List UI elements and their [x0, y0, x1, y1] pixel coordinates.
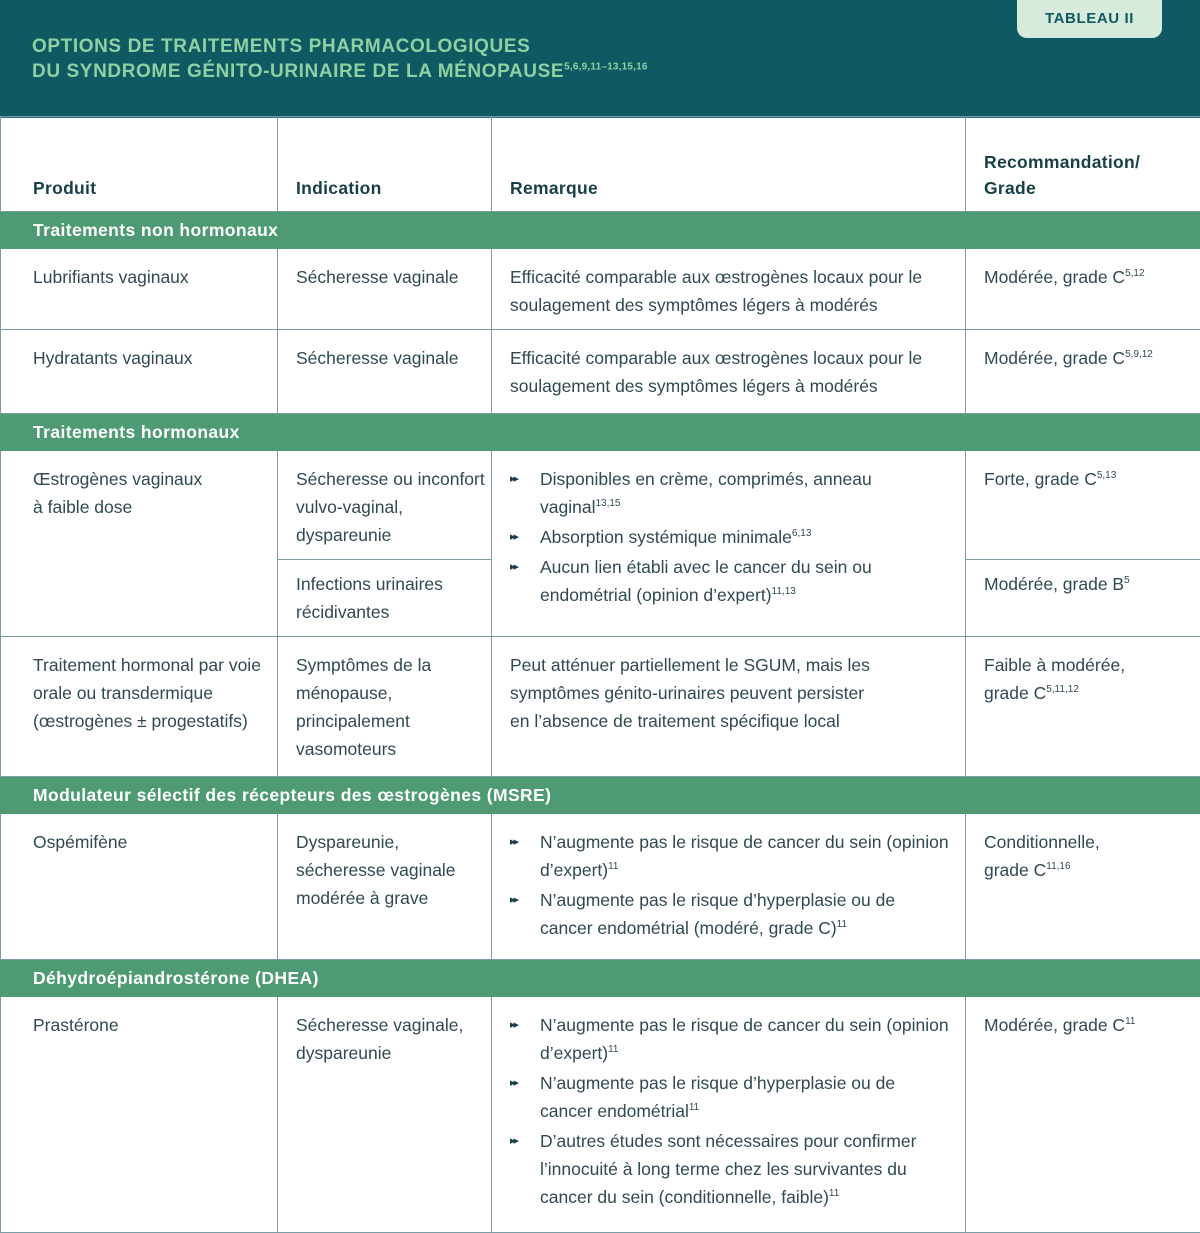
list-item	[510, 1127, 951, 1211]
bullet-refs: 11	[837, 919, 847, 930]
remarque-list	[510, 465, 951, 609]
section-title-msre: Modulateur sélectif des récepteurs des œstrogènes (MSRE)	[1, 777, 1200, 814]
bullet-text: Absorption systémique minimale	[540, 527, 792, 547]
cell-produit: Prastérone	[1, 997, 278, 1233]
grade-refs: 11	[1125, 1016, 1135, 1027]
list-item	[510, 523, 951, 551]
table-row-oestrogenes-a	[1, 451, 1200, 560]
table-row-hydratants	[1, 330, 1200, 414]
cell-grade	[966, 330, 1200, 414]
bullet-text: N’augmente pas le risque d’hyperplasie ou de cancer endométrial (modéré, grade C)	[540, 890, 895, 938]
cell-produit: Traitement hormonal par voie orale ou transdermique (œstrogènes ± progestatifs)	[1, 637, 278, 777]
grade-text: Modérée, grade C	[984, 267, 1125, 287]
table-tag: TABLEAU II	[1017, 0, 1162, 38]
cell-remarque: Efficacité comparable aux œstrogènes locaux pour le soulagement des symptômes légers à modérés	[492, 249, 966, 330]
cell-grade	[966, 451, 1200, 560]
cell-remarque: Peut atténuer partiellement le SGUM, mais les symptômes génito-urinaires peuvent persister en l’absence de traitement spécifique local	[492, 637, 966, 777]
title-line-2	[32, 59, 648, 84]
cell-produit: Ospémifène	[1, 814, 278, 960]
grade-text: Conditionnelle, grade C	[984, 832, 1100, 880]
title-line-2-text: DU SYNDROME GÉNITO-URINAIRE DE LA MÉNOPAUSE	[32, 61, 564, 82]
bullet-text: N’augmente pas le risque de cancer du sein (opinion d’expert)	[540, 1015, 949, 1063]
grade-refs: 5	[1124, 575, 1130, 586]
cell-grade	[966, 560, 1200, 637]
bullet-text: N’augmente pas le risque d’hyperplasie ou de cancer endométrial	[540, 1073, 895, 1121]
cell-produit: Lubrifiants vaginaux	[1, 249, 278, 330]
col-header-remarque: Remarque	[492, 117, 966, 212]
section-row-msre	[1, 777, 1200, 814]
cell-grade	[966, 997, 1200, 1233]
grade-text: Forte, grade C	[984, 469, 1097, 489]
cell-remarque	[492, 814, 966, 960]
bullet-refs: 11,13	[772, 586, 796, 597]
column-header-row	[1, 117, 1200, 212]
list-item	[510, 465, 951, 521]
section-row-non-hormonaux	[1, 212, 1200, 249]
produit-line-1: Œstrogènes vaginaux	[33, 469, 202, 489]
col-header-produit: Produit	[1, 117, 278, 212]
cell-remarque	[492, 997, 966, 1233]
bullet-refs: 11	[608, 1044, 618, 1055]
bullet-refs: 6,13	[792, 528, 811, 539]
bullet-refs: 11	[689, 1102, 699, 1113]
cell-indication: Sécheresse vaginale, dyspareunie	[278, 997, 492, 1233]
col-header-recommandation	[966, 117, 1200, 212]
section-row-hormonaux	[1, 414, 1200, 451]
grade-refs: 5,12	[1125, 268, 1144, 279]
produit-line-2: à faible dose	[33, 497, 132, 517]
grade-refs: 11,16	[1046, 861, 1070, 872]
cell-indication: Sécheresse vaginale	[278, 330, 492, 414]
bullet-text: Aucun lien établi avec le cancer du sein ou endométrial (opinion d’expert)	[540, 557, 872, 605]
grade-text: Faible à modérée, grade C	[984, 655, 1125, 703]
cell-grade	[966, 249, 1200, 330]
table-row-traitement-hormonal	[1, 637, 1200, 777]
bullet-text: Disponibles en crème, comprimés, anneau vaginal	[540, 469, 872, 517]
bullet-refs: 11	[829, 1188, 839, 1199]
cell-produit: Hydratants vaginaux	[1, 330, 278, 414]
remarque-list	[510, 1011, 951, 1211]
treatment-table	[0, 116, 1200, 1233]
table-row-ospemifene	[1, 814, 1200, 960]
cell-remarque	[492, 451, 966, 637]
bullet-text: N’augmente pas le risque de cancer du sein (opinion d’expert)	[540, 832, 949, 880]
cell-remarque: Efficacité comparable aux œstrogènes locaux pour le soulagement des symptômes légers à modérés	[492, 330, 966, 414]
list-item	[510, 886, 951, 942]
section-title-non-hormonaux: Traitements non hormonaux	[1, 212, 1200, 249]
bullet-refs: 13,15	[595, 498, 620, 509]
bullet-refs: 11	[608, 861, 618, 872]
col-header-indication: Indication	[278, 117, 492, 212]
remarque-list	[510, 828, 951, 942]
section-title-dhea: Déhydroépiandrostérone (DHEA)	[1, 960, 1200, 997]
grade-refs: 5,13	[1097, 470, 1116, 481]
bullet-text: D’autres études sont nécessaires pour confirmer l’innocuité à long terme chez les survivantes du cancer du sein (conditionnelle, faible)	[540, 1131, 916, 1207]
table-title	[32, 34, 648, 84]
cell-indication: Sécheresse vaginale	[278, 249, 492, 330]
grade-text: Modérée, grade C	[984, 1015, 1125, 1035]
grade-refs: 5,11,12	[1046, 684, 1079, 695]
cell-indication: Dyspareunie, sécheresse vaginale modérée à grave	[278, 814, 492, 960]
cell-produit	[1, 451, 278, 637]
cell-grade	[966, 814, 1200, 960]
list-item	[510, 1069, 951, 1125]
cell-indication: Sécheresse ou inconfort vulvo-vaginal, dyspareunie	[278, 451, 492, 560]
list-item	[510, 553, 951, 609]
section-row-dhea	[1, 960, 1200, 997]
grade-text: Modérée, grade B	[984, 574, 1124, 594]
title-line-1: OPTIONS DE TRAITEMENTS PHARMACOLOGIQUES	[32, 34, 648, 59]
col-header-recommandation-l1: Recommandation/	[984, 152, 1140, 172]
cell-indication: Infections urinaires récidivantes	[278, 560, 492, 637]
cell-grade	[966, 637, 1200, 777]
table-row-lubrifiants	[1, 249, 1200, 330]
list-item	[510, 1011, 951, 1067]
section-title-hormonaux: Traitements hormonaux	[1, 414, 1200, 451]
table-row-prasterone	[1, 997, 1200, 1233]
title-refs: 5,6,9,11–13,15,16	[564, 62, 647, 73]
grade-text: Modérée, grade C	[984, 348, 1125, 368]
list-item	[510, 828, 951, 884]
table-header-banner	[0, 0, 1200, 118]
grade-refs: 5,9,12	[1125, 349, 1153, 360]
cell-indication: Symptômes de la ménopause, principalement vasomoteurs	[278, 637, 492, 777]
col-header-recommandation-l2: Grade	[984, 178, 1036, 198]
